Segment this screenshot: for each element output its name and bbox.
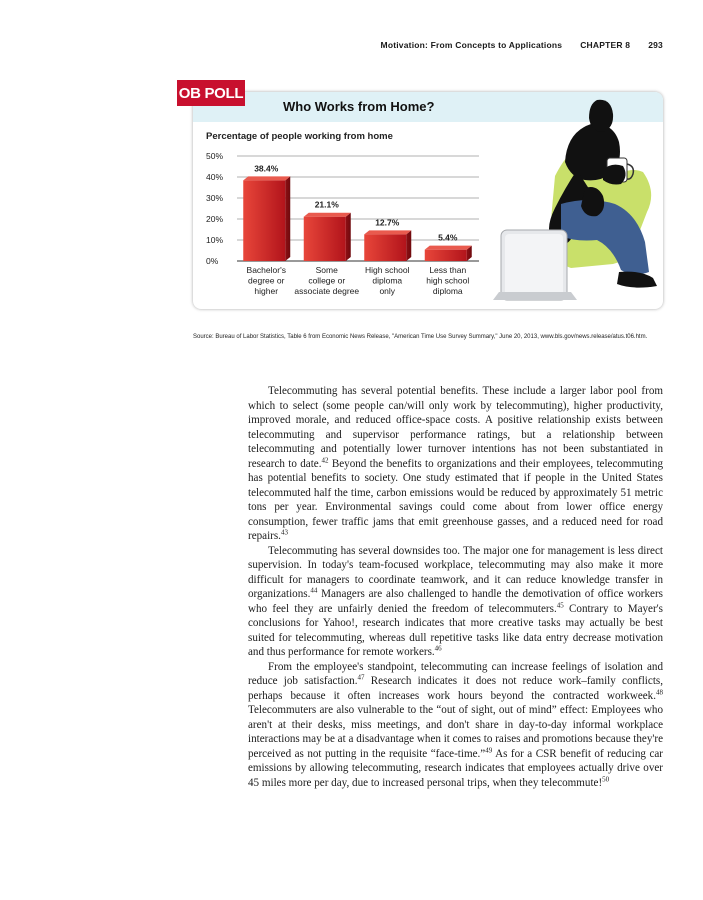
footnote-ref: 47 bbox=[357, 673, 365, 682]
bar-top bbox=[304, 213, 351, 217]
bar-side bbox=[346, 213, 351, 261]
body-text bbox=[248, 384, 663, 790]
y-tick-label: 0% bbox=[206, 256, 219, 266]
data-label: 38.4% bbox=[254, 163, 279, 174]
x-tick-label: Some college or associate degree bbox=[294, 265, 360, 296]
ob-poll-tag: OB POLL bbox=[177, 80, 245, 106]
poll-title: Who Works from Home? bbox=[283, 99, 435, 114]
bar bbox=[364, 234, 406, 261]
chapter-label: CHAPTER 8 bbox=[580, 40, 631, 50]
x-tick-label: Less than high school diploma bbox=[426, 265, 470, 296]
bar bbox=[243, 180, 285, 261]
running-title: Motivation: From Concepts to Applications bbox=[380, 40, 563, 50]
chart-title: Percentage of people working from home bbox=[206, 131, 393, 142]
bar-chart bbox=[193, 92, 663, 309]
y-tick-label: 20% bbox=[206, 214, 224, 224]
woman-with-laptop-illustration bbox=[493, 100, 657, 300]
data-label: 21.1% bbox=[314, 199, 339, 210]
y-tick-label: 50% bbox=[206, 151, 224, 161]
bar bbox=[425, 250, 467, 261]
footnote-ref: 48 bbox=[656, 687, 663, 696]
bar-top bbox=[243, 176, 290, 180]
bar-top bbox=[364, 230, 411, 234]
footnote-ref: 44 bbox=[310, 586, 318, 595]
y-tick-label: 30% bbox=[206, 193, 224, 203]
x-tick-label: High school diploma only bbox=[365, 265, 410, 296]
poll-panel bbox=[193, 92, 663, 309]
y-tick-label: 40% bbox=[206, 172, 224, 182]
bar bbox=[304, 217, 346, 261]
footnote-ref: 45 bbox=[556, 600, 564, 609]
bar-top bbox=[425, 246, 472, 250]
footnote-ref: 43 bbox=[280, 528, 288, 537]
page-number: 293 bbox=[648, 40, 663, 50]
x-tick-label: Bachelor's degree or higher bbox=[246, 265, 286, 296]
data-label: 5.4% bbox=[438, 232, 458, 243]
poll-source: Source: Bureau of Labor Statistics, Table 6 from Economic News Release, "American Time Use Survey Summary," June 20, 2013, www.bls.gov/news.release/atus.t06.htm. bbox=[193, 334, 648, 340]
body-paragraph: Telecommuting has several downsides too. The major one for management is less direct supervision. In today's team-focused workplace, telecommuting may also make it more difficult for managers to coordinate teamwork, and it can reduce knowledge transfer in organizations.$^{44}$ Managers are also challenged to handle the demotivation of office workers who feel they are unfairly denied the freedom of telecommuters.$^{45}$ Contrary to Mayer's conclusions for Yahoo!, research indicates that more creative tasks may actually be best suited for telecommuting, whereas dull repetitive tasks like data entry decrease motivation and thus performance for remote workers.$^{46}$ bbox=[248, 544, 663, 658]
footnote-ref: 50 bbox=[602, 774, 610, 783]
body-paragraph: From the employee's standpoint, telecommuting can increase feelings of isolation and reduce job satisfaction.$^{47}$ Research indicates it does not reduce work–family conflicts, perhaps because it often increases work hours beyond the contracted workweek.$^{48}$ Telecommuters are also vulnerable to the “out of sight, out of mind” effect: Employees who aren't at their desks, miss meetings, and don't share in day-to-day informal workplace interactions may be at a disadvantage when it comes to raises and promotions because they're perceived as not putting in the requisite “face-time.”$^{49}$ As for a CSR benefit of reducing car emissions by allowing telecommuting, research indicates that employees actually drive over 45 miles more per day, due to increased personal trips, when they telecommute!$^{50}$ bbox=[248, 660, 663, 789]
body-paragraph: Telecommuting has several potential benefits. These include a larger labor pool from which to select (some people can/will only work by telecommuting), higher productivity, improved morale, and reduced office-space costs. A positive relationship exists between telecommuting and supervisor performance ratings, but a relationship between telecommuting and potentially lower turnover intentions has not been substantiated in research to date.$^{42}$ Beyond the benefits to organizations and their employees, telecommuting has potential benefits to society. One study estimated that if people in the United States telecommuted half the time, carbon emissions would be reduced by approximately 51 metric tons per year. Environmental savings could come about from lower office energy consumption, fewer traffic jams that emit greenhouse gasses, and a reduced need for road repairs.$^{43}$ bbox=[248, 385, 663, 542]
footnote-ref: 42 bbox=[321, 455, 329, 464]
data-label: 12.7% bbox=[375, 217, 400, 228]
bar-side bbox=[285, 176, 290, 261]
bar-side bbox=[406, 230, 411, 261]
running-head bbox=[381, 40, 663, 50]
y-tick-label: 10% bbox=[206, 235, 224, 245]
footnote-ref: 49 bbox=[485, 745, 493, 754]
footnote-ref: 46 bbox=[434, 644, 442, 653]
